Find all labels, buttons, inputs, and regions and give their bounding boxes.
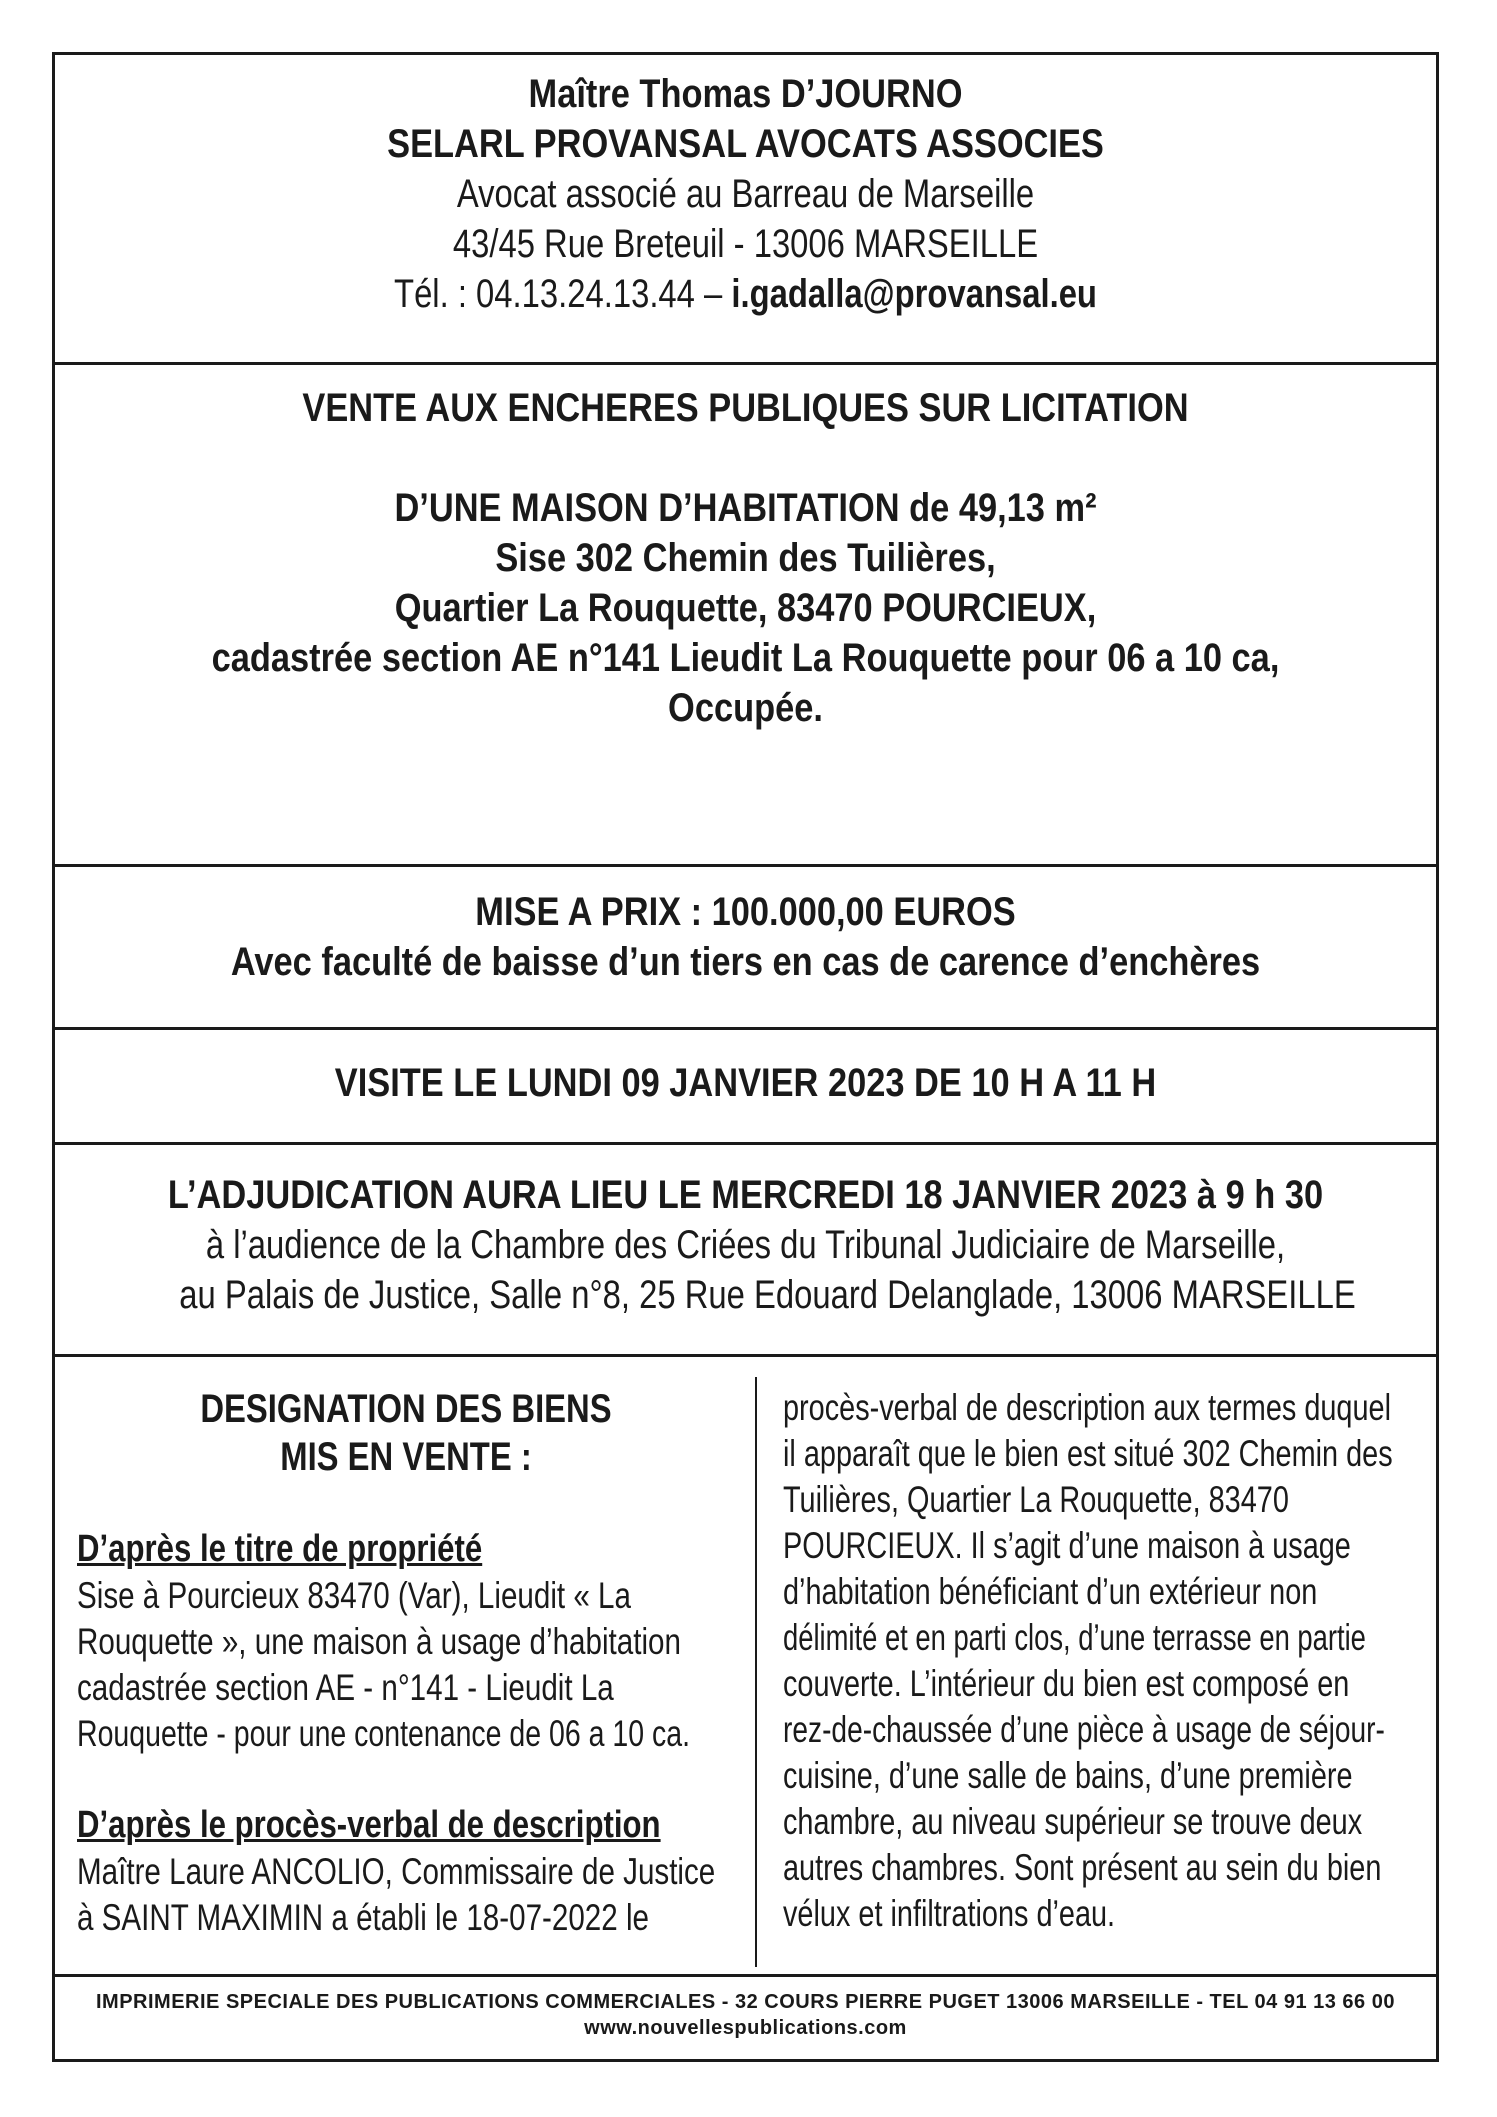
title-deed-subheading: D’après le titre de propriété xyxy=(77,1528,483,1570)
email-address[interactable]: i.gadalla@provansal.eu xyxy=(731,272,1097,316)
starting-price: MISE A PRIX : 100.000,00 EUROS xyxy=(475,890,1016,934)
designation-heading-line1: DESIGNATION DES BIENS xyxy=(200,1387,612,1431)
printer-website[interactable]: www.nouvellespublications.com xyxy=(584,2017,907,2039)
property-description: D’UNE MAISON D’HABITATION de 49,13 m² xyxy=(394,486,1097,530)
lawyer-role: Avocat associé au Barreau de Marseille xyxy=(456,172,1035,216)
paragraph-line: POURCIEUX. Il s’agit d’une maison à usage xyxy=(783,1525,1351,1566)
paragraph-line: Rouquette », une maison à usage d’habitation xyxy=(77,1621,681,1662)
paragraph-line: Tuilières, Quartier La Rouquette, 83470 xyxy=(783,1479,1289,1520)
paragraph-line: cuisine, d’une salle de bains, d’une première xyxy=(783,1755,1353,1796)
description-report-paragraph xyxy=(77,1849,735,1941)
adjudication-date: L’ADJUDICATION AURA LIEU LE MERCREDI 18 JANVIER 2023 à 9 h 30 xyxy=(167,1173,1324,1217)
adjudication-address: au Palais de Justice, Salle n°8, 25 Rue Edouard Delanglade, 13006 MARSEILLE xyxy=(179,1273,1356,1317)
printer-info: IMPRIMERIE SPECIALE DES PUBLICATIONS COMMERCIALES - 32 COURS PIERRE PUGET 13006 MARSEILLE - TEL 04 91 13 66 00 xyxy=(96,1991,1395,2013)
designation-heading-line2: MIS EN VENTE : xyxy=(280,1435,532,1479)
paragraph-line: délimité et en parti clos, d’une terrasse en partie xyxy=(783,1617,1366,1658)
property-address-line1: Sise 302 Chemin des Tuilières, xyxy=(495,536,996,580)
lawyer-name: Maître Thomas D’JOURNO xyxy=(528,72,963,116)
sale-heading: VENTE AUX ENCHERES PUBLIQUES SUR LICITATION xyxy=(302,386,1189,430)
legal-notice-frame xyxy=(52,52,1439,2062)
description-continued-paragraph xyxy=(783,1385,1422,1937)
visit-section xyxy=(55,1030,1436,1145)
paragraph-line: vélux et infiltrations d’eau. xyxy=(783,1893,1116,1934)
paragraph-line: chambre, au niveau supérieur se trouve deux xyxy=(783,1801,1363,1842)
paragraph-line: Sise à Pourcieux 83470 (Var), Lieudit « La xyxy=(77,1575,631,1616)
title-deed-paragraph xyxy=(77,1573,735,1757)
adjudication-court: à l’audience de la Chambre des Criées du Tribunal Judiciaire de Marseille, xyxy=(205,1223,1286,1267)
paragraph-line: cadastrée section AE - n°141 - Lieudit La xyxy=(77,1667,614,1708)
starting-price-section xyxy=(55,867,1436,1030)
paragraph-line: Rouquette - pour une contenance de 06 a 10 ca. xyxy=(77,1713,691,1754)
price-reduction-note: Avec faculté de baisse d’un tiers en cas de carence d’enchères xyxy=(230,940,1261,984)
paragraph-line: procès-verbal de description aux termes duquel xyxy=(783,1387,1391,1428)
paragraph-line: d’habitation bénéficiant d’un extérieur non xyxy=(783,1571,1318,1612)
printer-footer xyxy=(55,1977,1436,2059)
paragraph-line: rez-de-chaussée d’une pièce à usage de séjour- xyxy=(783,1709,1385,1750)
firm-name: SELARL PROVANSAL AVOCATS ASSOCIES xyxy=(387,122,1104,166)
paragraph-line: autres chambres. Sont présent au sein du bien xyxy=(783,1847,1382,1888)
paragraph-line: couverte. L’intérieur du bien est composé en xyxy=(783,1663,1350,1704)
occupancy-status: Occupée. xyxy=(668,686,823,730)
paragraph-line: à SAINT MAXIMIN a établi le 18-07-2022 le xyxy=(77,1897,649,1938)
designation-heading xyxy=(77,1385,735,1481)
designation-left-column xyxy=(55,1357,755,1941)
paragraph-line: Maître Laure ANCOLIO, Commissaire de Justice xyxy=(77,1851,716,1892)
property-address-line2: Quartier La Rouquette, 83470 POURCIEUX, xyxy=(394,586,1097,630)
description-report-subheading: D’après le procès-verbal de description xyxy=(77,1804,661,1846)
phone-number: Tél. : 04.13.24.13.44 – xyxy=(394,272,723,316)
contact-line xyxy=(179,269,1311,319)
sale-title-section xyxy=(55,365,1436,867)
cadastre-reference: cadastrée section AE n°141 Lieudit La Rouquette pour 06 a 10 ca, xyxy=(211,636,1280,680)
designation-right-column xyxy=(757,1357,1442,1937)
paragraph-line: il apparaît que le bien est situé 302 Chemin des xyxy=(783,1433,1393,1474)
adjudication-section xyxy=(55,1145,1436,1357)
property-designation-section xyxy=(55,1357,1436,1977)
visit-date: VISITE LE LUNDI 09 JANVIER 2023 DE 10 H A 11 H xyxy=(334,1061,1157,1105)
lawyer-address: 43/45 Rue Breteuil - 13006 MARSEILLE xyxy=(452,222,1039,266)
lawyer-header xyxy=(55,55,1436,365)
